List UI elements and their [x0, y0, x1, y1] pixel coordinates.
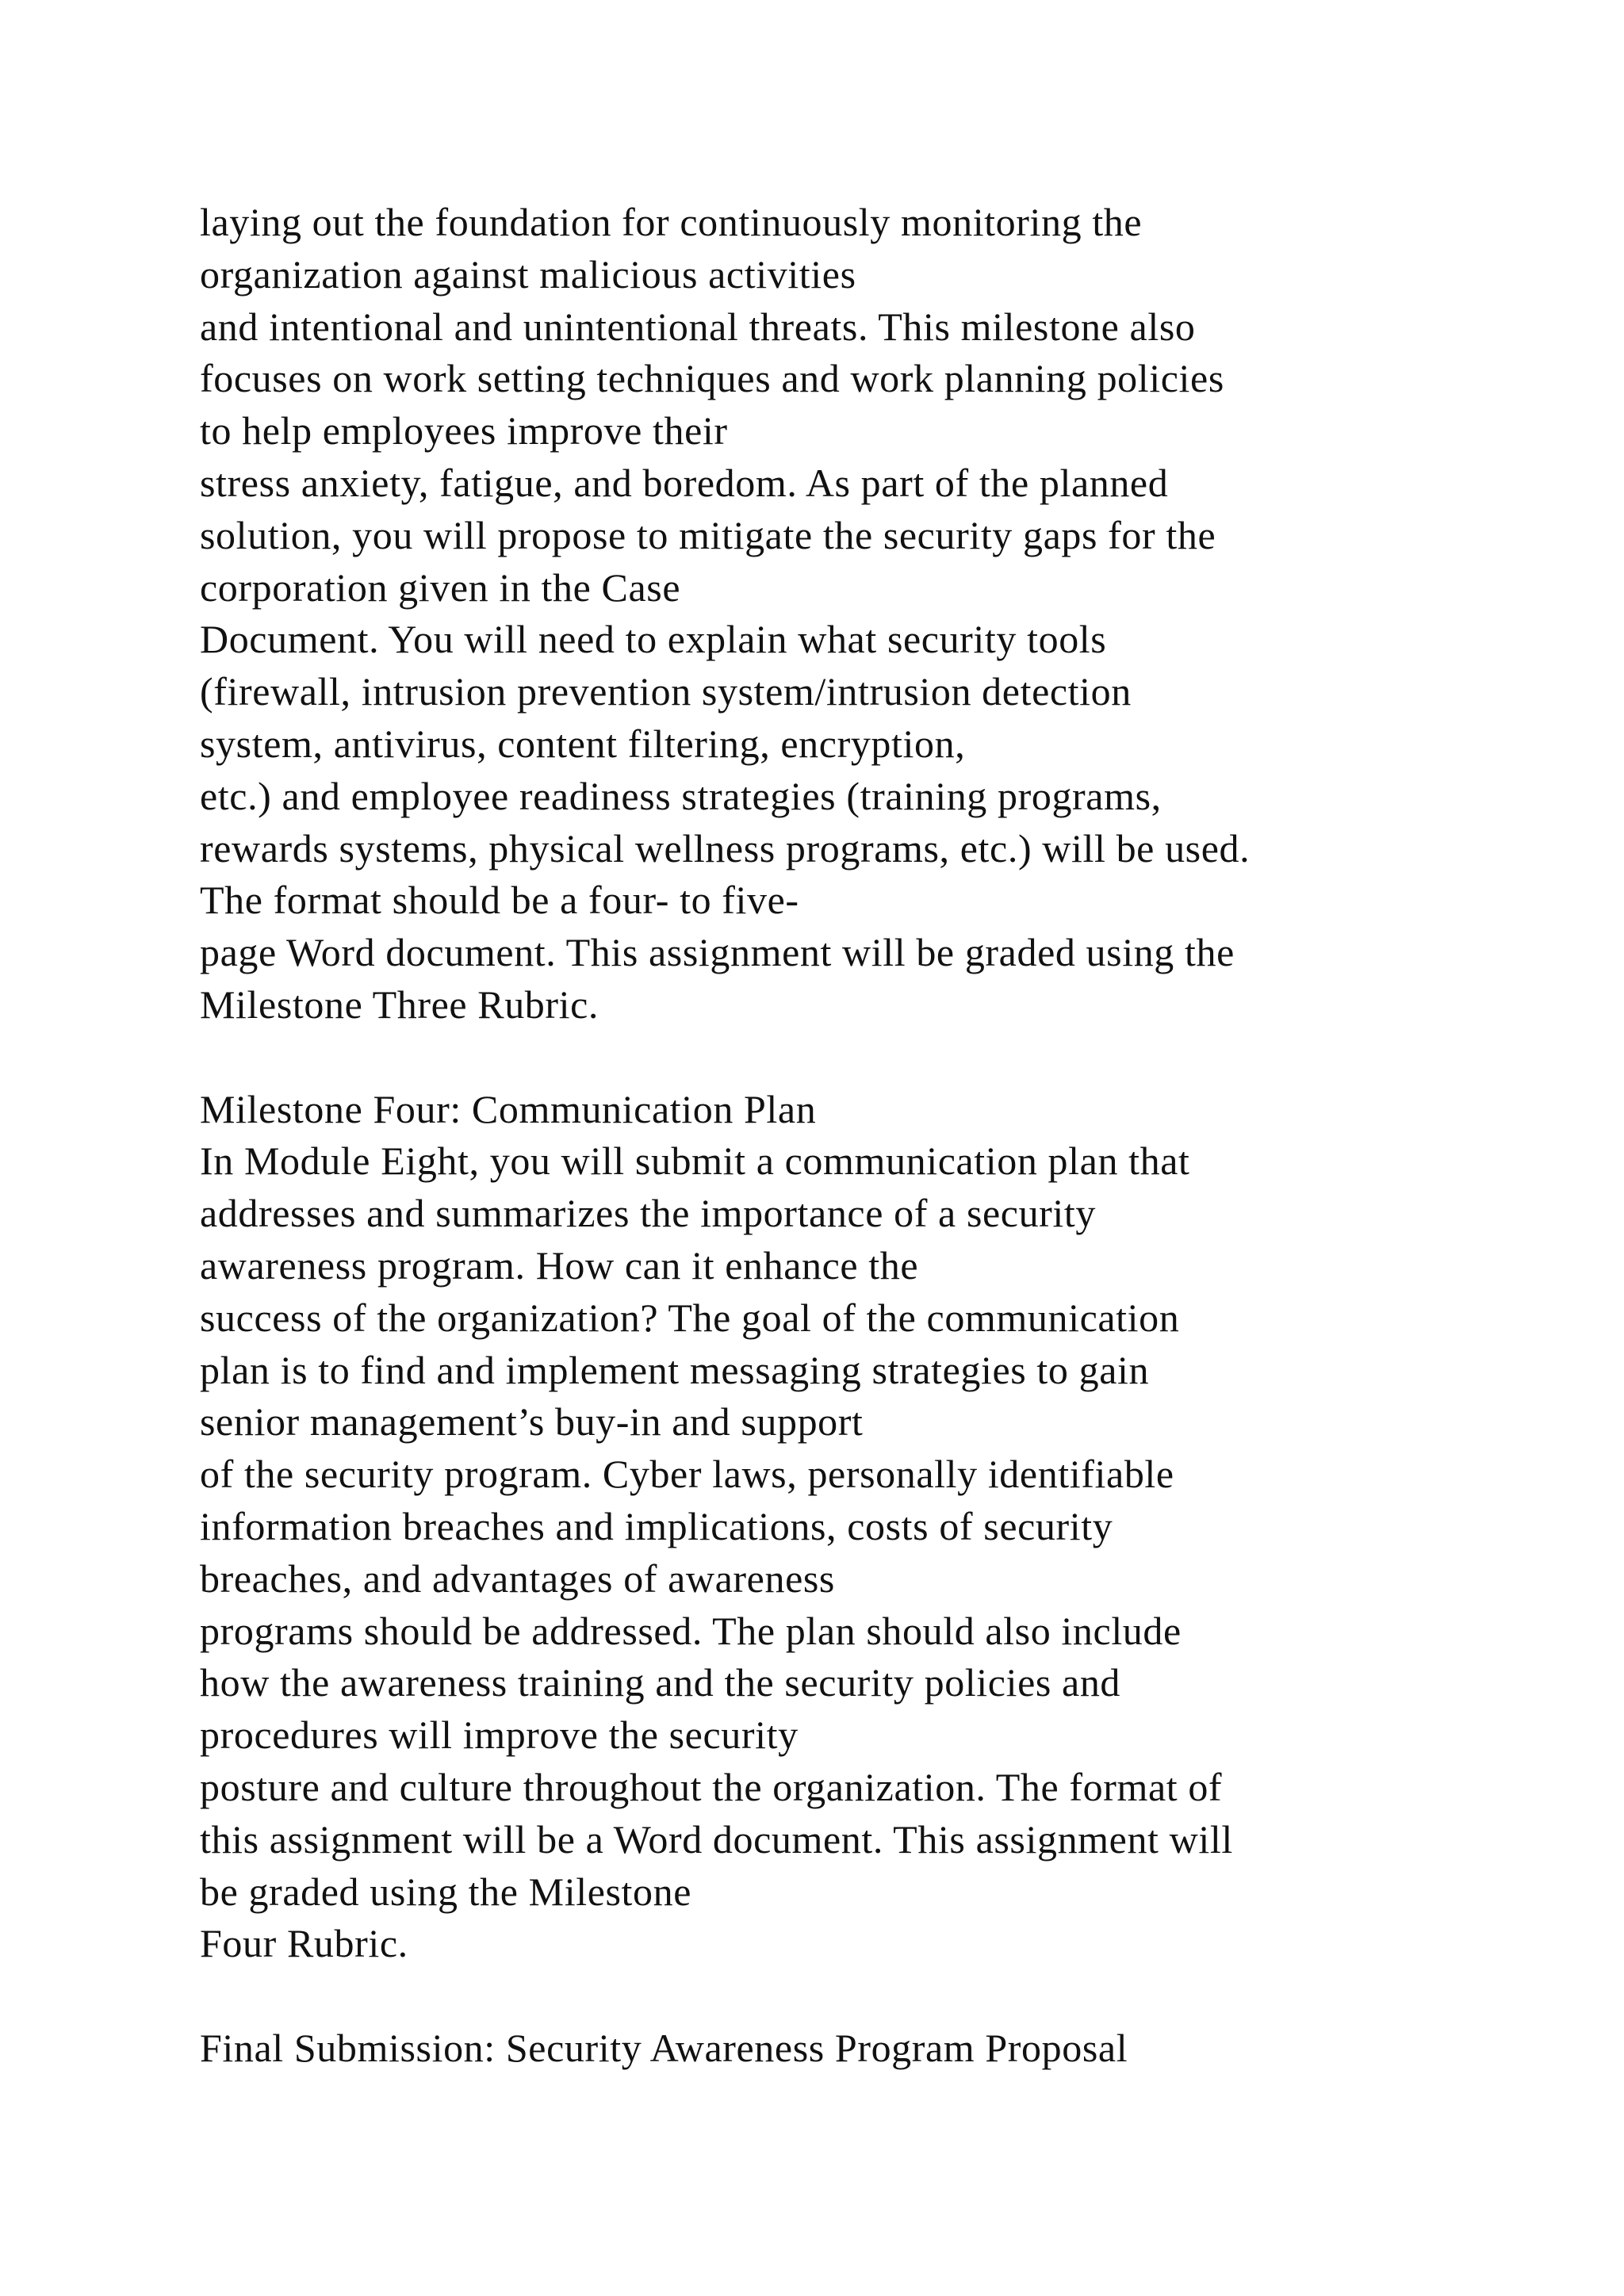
paragraph-gap — [200, 1970, 1548, 2022]
text-line: In Module Eight, you will submit a communication plan that — [200, 1138, 1190, 1184]
section-heading-milestone-four: Milestone Four: Communication Plan — [200, 1086, 817, 1131]
text-line: Milestone Three Rubric. — [200, 982, 599, 1027]
text-line: this assignment will be a Word document. This assignment will — [200, 1816, 1233, 1862]
text-line: procedures will improve the security — [200, 1712, 799, 1758]
section-heading-final-submission: Final Submission: Security Awareness Program Proposal — [200, 2025, 1128, 2070]
document-text — [200, 197, 1548, 2075]
text-line: of the security program. Cyber laws, personally identifiable — [200, 1452, 1174, 1497]
text-line: to help employees improve their — [200, 408, 728, 453]
text-line: The format should be a four- to five- — [200, 878, 799, 923]
text-line: senior management’s buy-in and support — [200, 1399, 864, 1445]
text-line: system, antivirus, content filtering, encryption, — [200, 721, 966, 766]
paragraph-gap — [200, 1031, 1548, 1084]
text-line: rewards systems, physical wellness programs, etc.) will be used. — [200, 825, 1251, 871]
text-line: posture and culture throughout the organization. The format of — [200, 1764, 1223, 1809]
text-line: organization against malicious activities — [200, 251, 856, 297]
text-line: laying out the foundation for continuously monitoring the — [200, 200, 1143, 244]
text-line: etc.) and employee readiness strategies (training programs, — [200, 773, 1162, 818]
text-line: awareness program. How can it enhance the — [200, 1242, 919, 1288]
text-line: programs should be addressed. The plan should also include — [200, 1608, 1182, 1653]
text-line: Document. You will need to explain what security tools — [200, 617, 1107, 662]
text-line: Four Rubric. — [200, 1921, 408, 1966]
text-line: page Word document. This assignment will be graded using the — [200, 930, 1235, 975]
text-line: information breaches and implications, costs of security — [200, 1503, 1113, 1548]
text-line: solution, you will propose to mitigate the security gaps for the — [200, 512, 1216, 557]
text-line: addresses and summarizes the importance of a security — [200, 1191, 1097, 1236]
text-line: stress anxiety, fatigue, and boredom. As part of the planned — [200, 460, 1169, 505]
text-line: be graded using the Milestone — [200, 1869, 692, 1914]
text-line: focuses on work setting techniques and work planning policies — [200, 356, 1224, 401]
text-line: breaches, and advantages of awareness — [200, 1556, 835, 1601]
text-line: and intentional and unintentional threats. This milestone also — [200, 304, 1196, 349]
text-line: plan is to find and implement messaging strategies to gain — [200, 1347, 1150, 1392]
text-line: corporation given in the Case — [200, 564, 681, 610]
text-line: (firewall, intrusion prevention system/intrusion detection — [200, 669, 1132, 714]
text-line: how the awareness training and the security policies and — [200, 1660, 1121, 1705]
text-line: success of the organization? The goal of the communication — [200, 1295, 1180, 1340]
